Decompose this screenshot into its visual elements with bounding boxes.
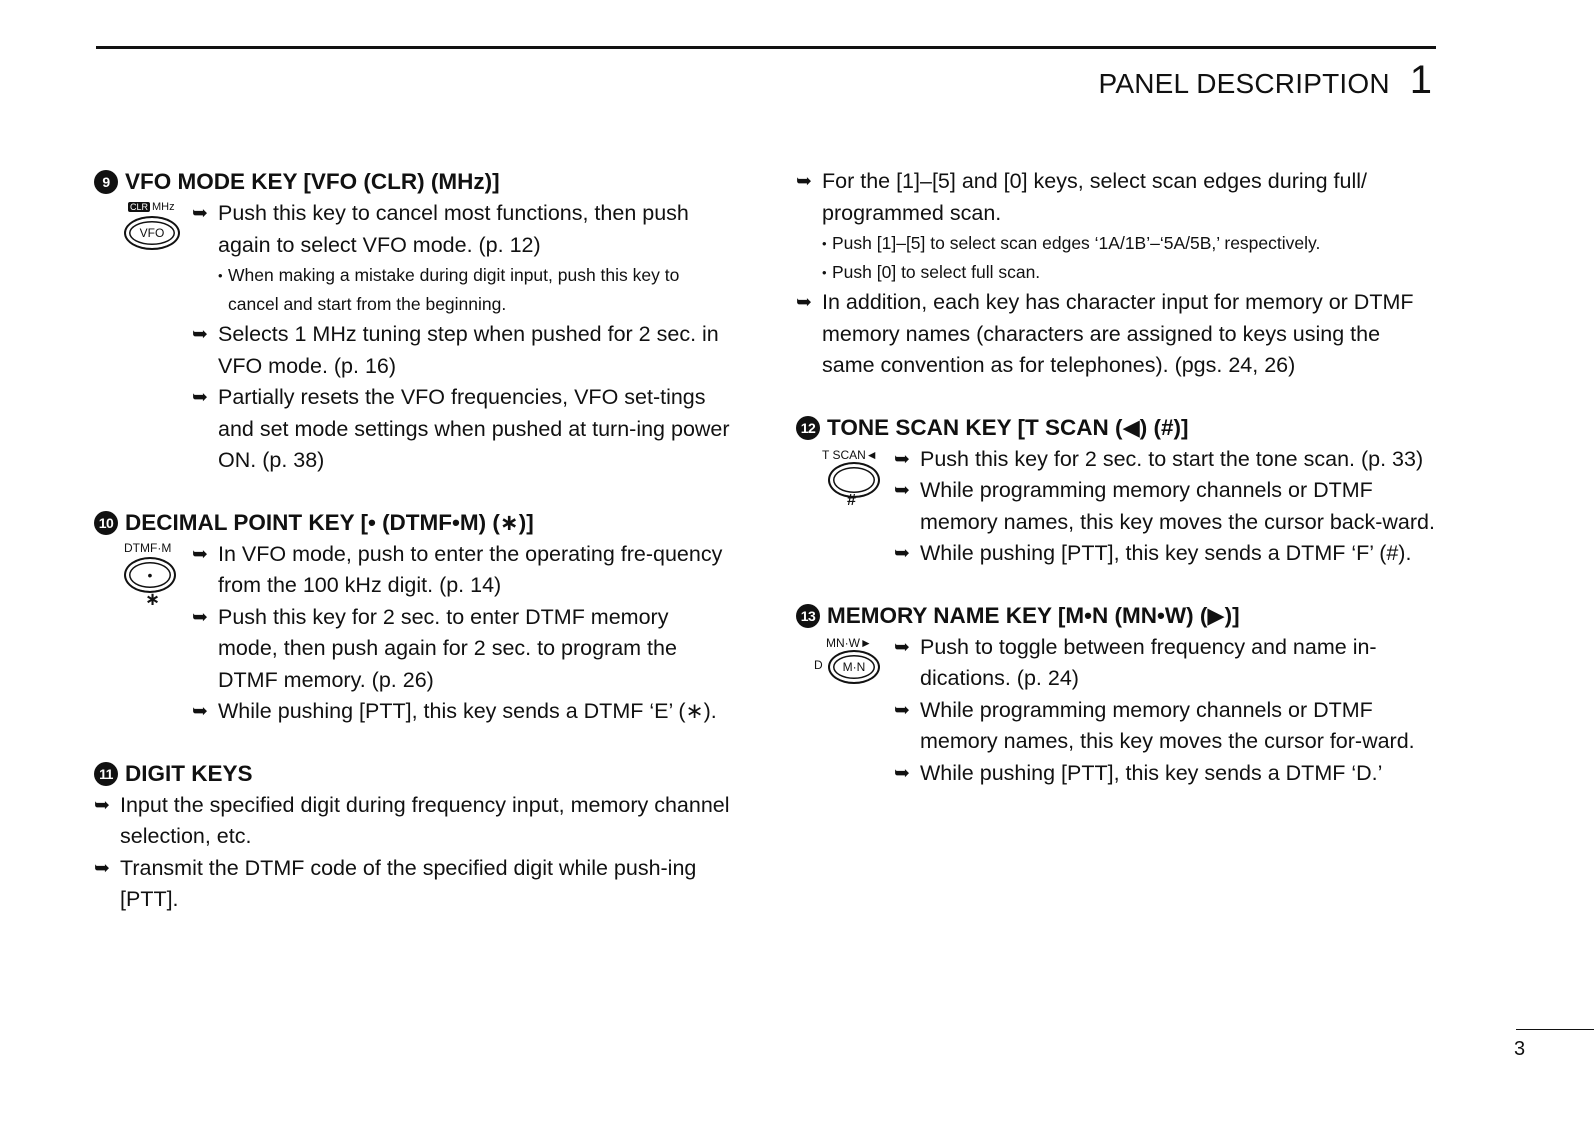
memory-name-key-face: M·N — [842, 659, 866, 674]
digit-keys-section — [94, 758, 734, 916]
heading-text: VFO MODE KEY [VFO (CLR) (MHz)] — [125, 169, 500, 194]
sub-bullet: • Push [1]–[5] to select scan edges ‘1A/1B’–‘5A/5B,’ respectively. — [796, 229, 1436, 258]
sub-bullet: • When making a mistake during digit input, push this key to cancel and start from the beginning. — [192, 261, 734, 319]
bullet-item: ➥ Push this key for 2 sec. to start the tone scan. (p. 33) — [894, 444, 1436, 476]
right-column — [796, 166, 1436, 819]
section-heading — [94, 507, 734, 539]
section-heading — [94, 758, 734, 790]
tone-scan-key-icon — [796, 444, 894, 524]
vfo-key-icon — [94, 198, 192, 278]
d-label: D — [814, 657, 823, 672]
bullet-item: ➥ While programming memory channels or DTMF memory names, this key moves the cursor back-ward. — [894, 475, 1436, 538]
page-number: 3 — [1514, 1038, 1526, 1060]
bullet-item: ➥ In addition, each key has character input for memory or DTMF memory names (characters are assigned to keys using the same convention as for telephones). (pgs. 24, 26) — [796, 287, 1436, 382]
arrow-icon: ➥ — [192, 543, 208, 565]
arrow-icon: ➥ — [94, 794, 110, 816]
left-column — [94, 166, 734, 946]
page-header — [1099, 58, 1432, 103]
arrow-icon: ➥ — [796, 171, 812, 192]
chapter-number: 1 — [1409, 58, 1432, 102]
arrow-icon: ➥ — [894, 448, 910, 470]
memory-name-key-icon — [796, 632, 894, 712]
bullet-item: ➥ Input the specified digit during frequency input, memory channel selection, etc. — [94, 790, 734, 853]
mn-w-label: MN·W► — [826, 635, 872, 650]
bullet-item: ➥ Push this key for 2 sec. to enter DTMF memory mode, then push again for 2 sec. to program the DTMF memory. (p. 26) — [192, 602, 734, 697]
heading-text: DIGIT KEYS — [125, 760, 253, 786]
arrow-icon: ➥ — [894, 480, 910, 501]
vfo-mode-key-section — [94, 166, 734, 477]
heading-text: DECIMAL POINT KEY [• (DTMF•M) (∗)] — [125, 509, 534, 535]
section-number-badge: 9 — [94, 170, 118, 194]
arrow-icon: ➥ — [192, 701, 208, 722]
arrow-icon: ➥ — [894, 699, 910, 721]
tone-scan-key-section — [796, 412, 1436, 570]
memory-name-key-button — [828, 650, 880, 684]
bullet-item: ➥ In VFO mode, push to enter the operating fre-quency from the 100 kHz digit. (p. 14) — [192, 539, 734, 602]
section-number-badge: 13 — [796, 604, 820, 628]
decimal-point-key-section — [94, 507, 734, 728]
bullet-item: ➥ Transmit the DTMF code of the specified digit while push-ing [PTT]. — [94, 853, 734, 916]
bullet-item: ➥ While pushing [PTT], this key sends a DTMF ‘F’ (#). — [894, 538, 1436, 570]
asterisk-label: ∗ — [145, 588, 161, 609]
heading-text: TONE SCAN KEY [T SCAN (◀) (#)] — [827, 414, 1189, 440]
bullet-item: ➥ For the [1]–[5] and [0] keys, select scan edges during full/ programmed scan. — [796, 166, 1436, 229]
dtmf-m-label: DTMF·M — [124, 540, 172, 555]
section-number-badge: 12 — [796, 416, 820, 440]
sub-bullet: • Push [0] to select full scan. — [796, 258, 1436, 287]
arrow-icon: ➥ — [894, 636, 910, 658]
bullet-item: ➥ Push to toggle between frequency and name in-dications. (p. 24) — [894, 632, 1436, 695]
section-heading — [94, 166, 734, 198]
footer-rule — [1516, 1029, 1594, 1030]
arrow-icon: ➥ — [192, 324, 208, 345]
decimal-key-face: • — [147, 566, 153, 583]
digit-keys-continued — [796, 166, 1436, 382]
t-scan-label: T SCAN◄ — [822, 447, 878, 462]
header-rule — [96, 46, 1436, 49]
section-title: PANEL DESCRIPTION — [1098, 68, 1390, 99]
hash-label: # — [847, 491, 856, 509]
bullet-item: ➥ Partially resets the VFO frequencies, VFO set-tings and set mode settings when pushed at turn-ing power ON. (p. 38) — [192, 382, 734, 477]
bullet-item: ➥ While pushing [PTT], this key sends a DTMF ‘E’ (∗). — [192, 696, 734, 728]
arrow-icon: ➥ — [192, 606, 208, 628]
arrow-icon: ➥ — [894, 762, 910, 784]
arrow-icon: ➥ — [192, 387, 208, 408]
section-heading — [796, 412, 1436, 444]
section-heading — [796, 600, 1436, 632]
arrow-icon: ➥ — [796, 292, 812, 313]
decimal-key-icon — [94, 539, 192, 619]
heading-text: MEMORY NAME KEY [M•N (MN•W) (▶)] — [827, 602, 1240, 628]
arrow-icon: ➥ — [192, 203, 208, 224]
arrow-icon: ➥ — [894, 543, 910, 564]
section-number-badge: 10 — [94, 511, 118, 535]
bullet-item: ➥ While programming memory channels or DTMF memory names, this key moves the cursor for-ward. — [894, 695, 1436, 758]
clr-label: CLR — [130, 202, 149, 212]
memory-name-key-section — [796, 600, 1436, 790]
arrow-icon: ➥ — [94, 857, 110, 879]
bullet-item: ➥ Push this key to cancel most functions, then push again to select VFO mode. (p. 12) — [192, 198, 734, 261]
vfo-key-button — [124, 216, 180, 250]
section-number-badge: 11 — [94, 762, 118, 786]
bullet-item: ➥ While pushing [PTT], this key sends a DTMF ‘D.’ — [894, 758, 1436, 790]
vfo-key-face: VFO — [139, 226, 165, 240]
mhz-label: MHz — [152, 201, 175, 213]
bullet-item: ➥ Selects 1 MHz tuning step when pushed for 2 sec. in VFO mode. (p. 16) — [192, 319, 734, 382]
decimal-key-button — [124, 557, 176, 593]
